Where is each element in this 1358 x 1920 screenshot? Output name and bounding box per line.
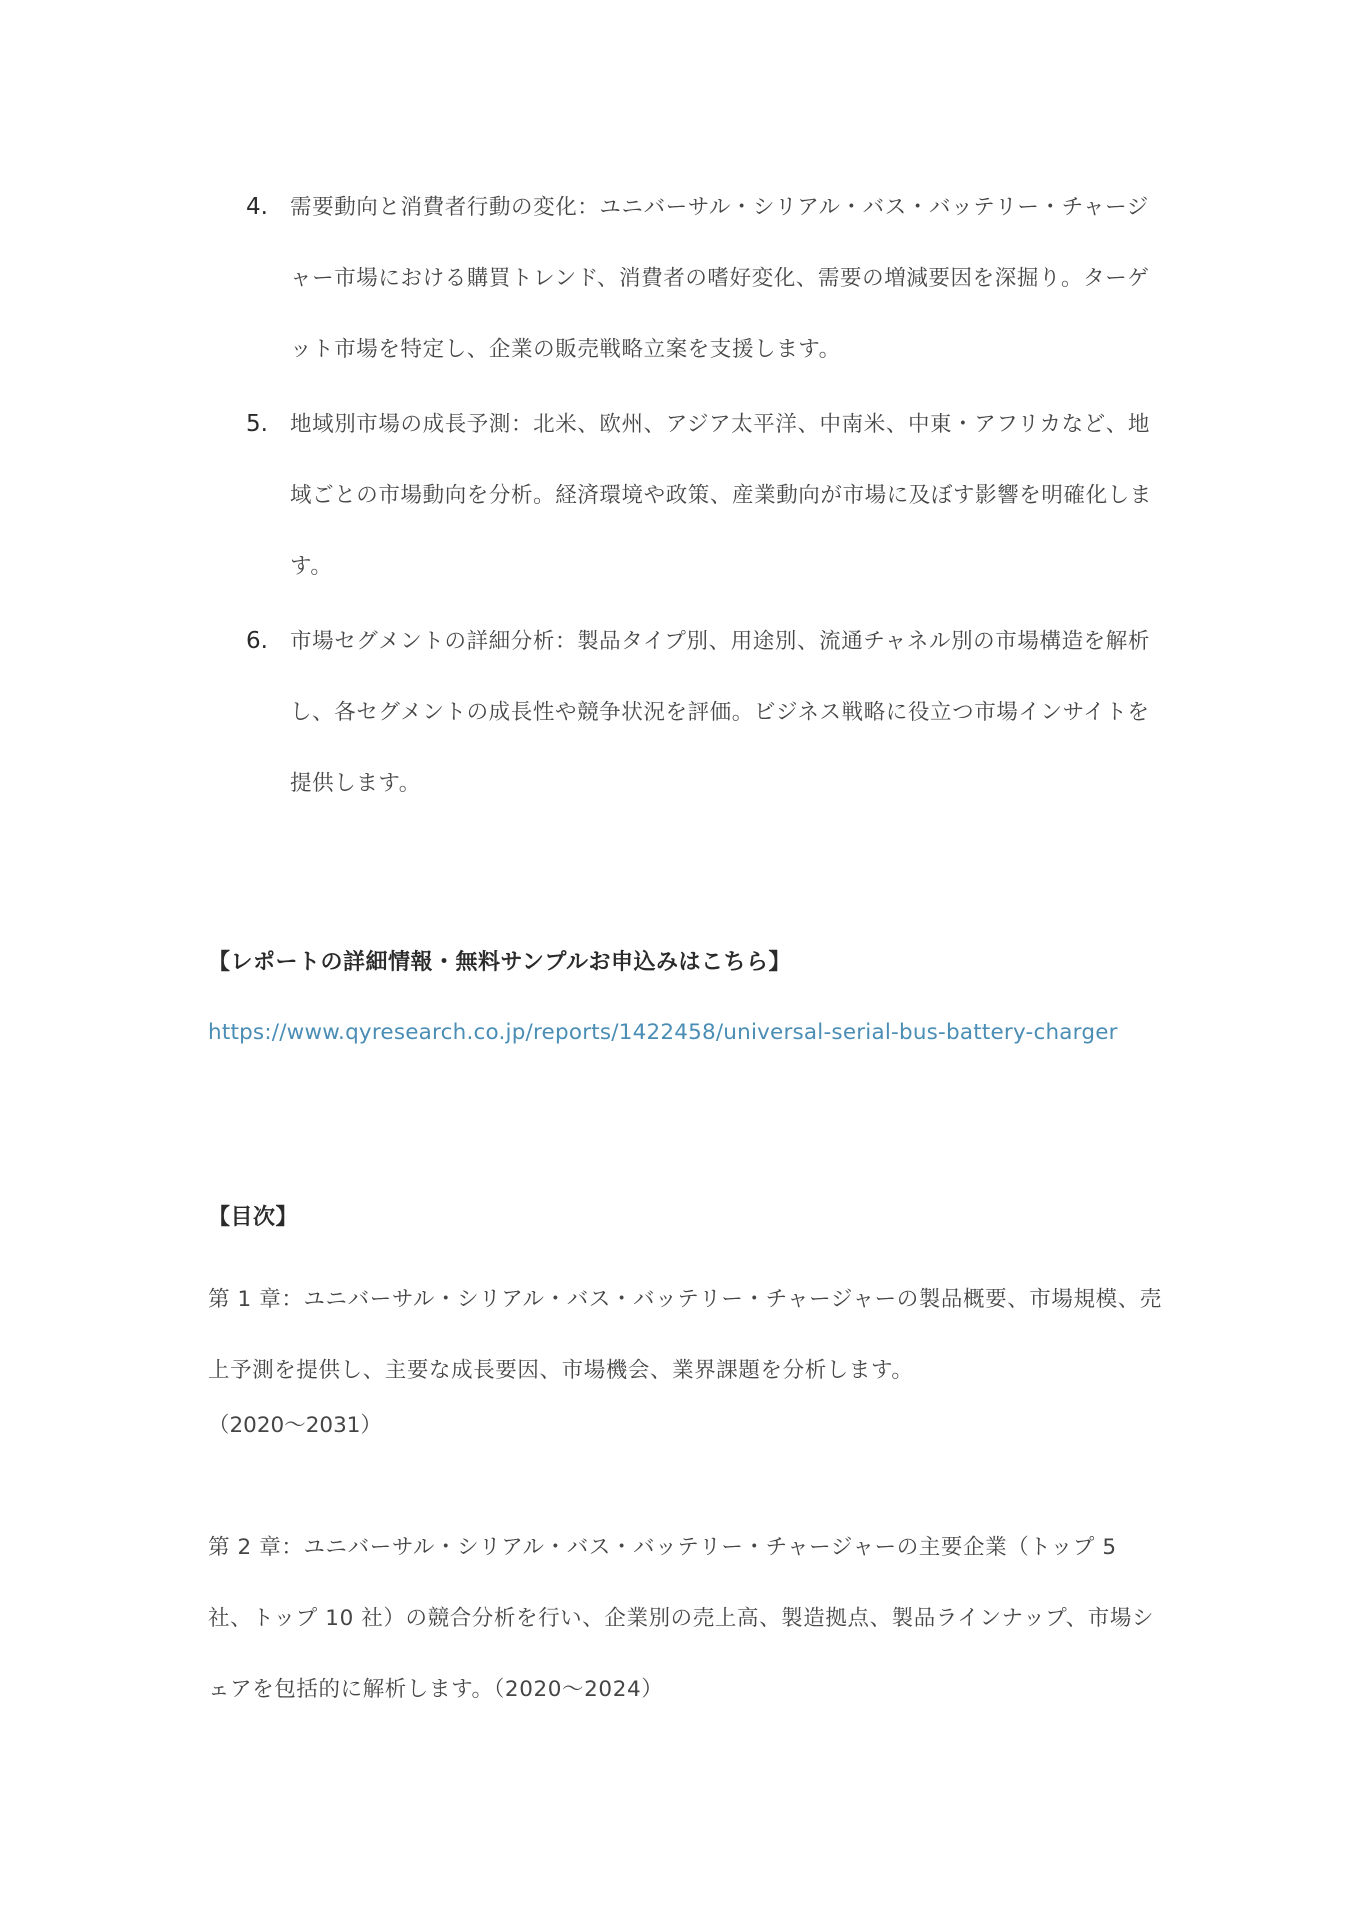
- list-item-number: 5.: [246, 411, 268, 437]
- analysis-points-list: [246, 172, 1166, 823]
- chapter-2-text: 第 2 章：ユニバーサル・シリアル・バス・バッテリー・チャージャーの主要企業（トップ 5 社、トップ 10 社）の競合分析を行い、企業別の売上高、製造拠点、製品ラインナップ、市場シェアを包括的に解析します。（2020～2024）: [208, 1535, 1155, 1702]
- chapter-1-period: （2020～2031）: [208, 1413, 382, 1438]
- toc-heading: 【目次】: [208, 1205, 299, 1230]
- toc-chapter-2: [208, 1512, 1168, 1725]
- report-info-heading: 【レポートの詳細情報・無料サンプルお申込みはこちら】: [208, 950, 792, 975]
- chapter-1-text: 第 1 章：ユニバーサル・シリアル・バス・バッテリー・チャージャーの製品概要、市場規模、売上予測を提供し、主要な成長要因、市場機会、業界課題を分析します。: [208, 1287, 1162, 1383]
- list-item-text: 需要動向と消費者行動の変化：ユニバーサル・シリアル・バス・バッテリー・チャージャー市場における購買トレンド、消費者の嗜好変化、需要の増減要因を深掘り。ターゲット市場を特定し、企業の販売戦略立案を支援します。: [290, 195, 1150, 362]
- list-item: [246, 389, 1166, 602]
- list-item-text: 地域別市場の成長予測：北米、欧州、アジア太平洋、中南米、中東・アフリカなど、地域ごとの市場動向を分析。経済環境や政策、産業動向が市場に及ぼす影響を明確化します。: [290, 412, 1152, 579]
- list-item-text: 市場セグメントの詳細分析：製品タイプ別、用途別、流通チャネル別の市場構造を解析し、各セグメントの成長性や競争状況を評価。ビジネス戦略に役立つ市場インサイトを提供します。: [290, 629, 1150, 796]
- list-item: [246, 606, 1166, 819]
- report-url-link[interactable]: https://www.qyresearch.co.jp/reports/1422458/universal-serial-bus-battery-charger: [208, 1020, 1118, 1045]
- list-item-number: 6.: [246, 628, 268, 654]
- toc-chapter-1: [208, 1264, 1168, 1446]
- report-info-section: [208, 943, 1168, 1053]
- toc-section: [208, 1198, 1168, 1238]
- list-item: [246, 172, 1166, 385]
- list-item-number: 4.: [246, 194, 268, 220]
